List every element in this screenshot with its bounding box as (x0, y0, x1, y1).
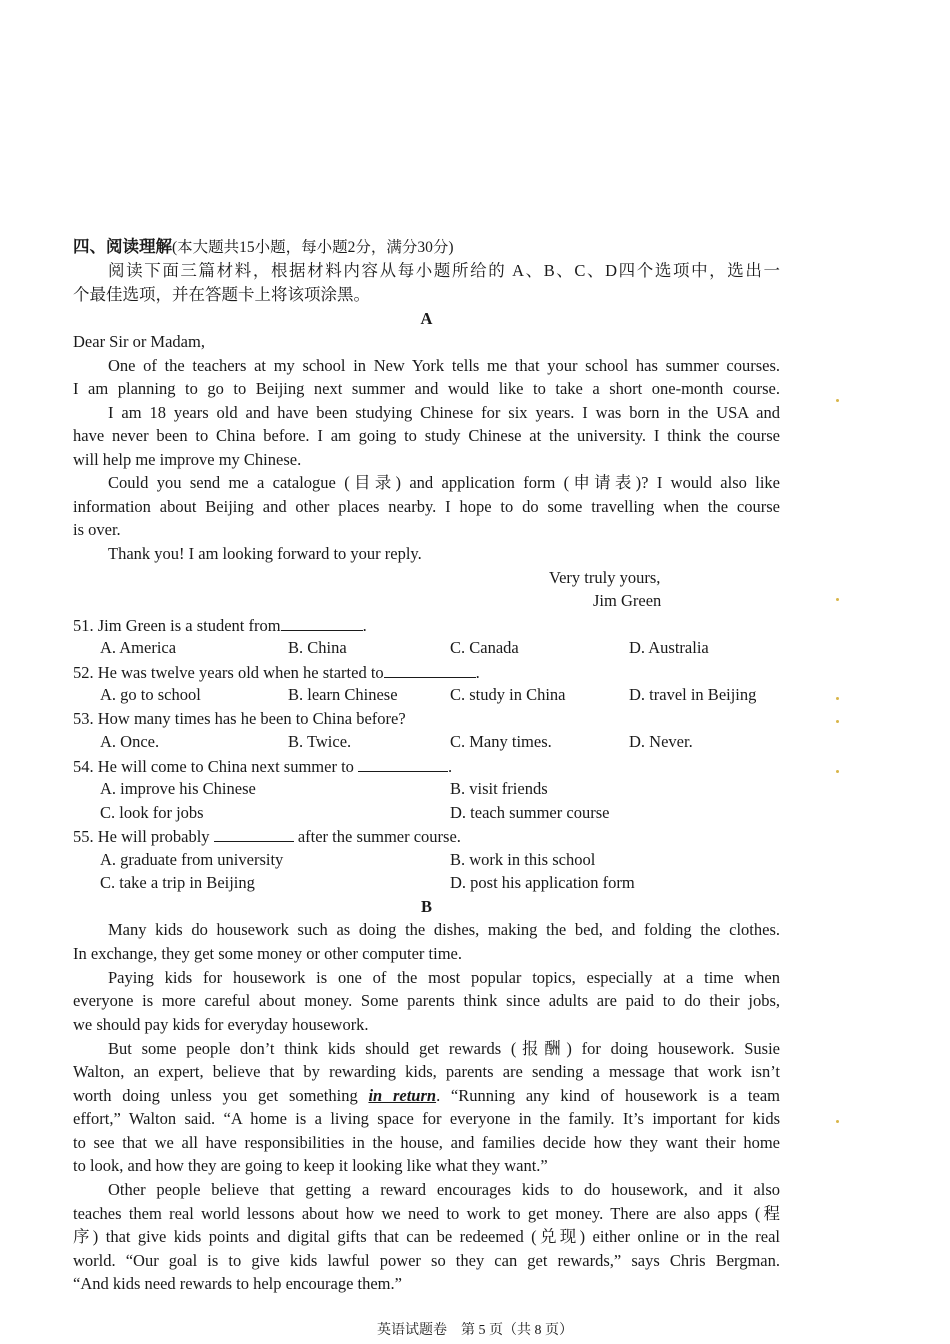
passage-b-line: But some people don’t think kids should get rewards (报酬) for doing housework. Susie (108, 1039, 780, 1058)
answer-blank (358, 756, 448, 772)
passage-b-line: we should pay kids for everyday housework. (73, 1015, 369, 1034)
passage-b-line: Paying kids for housework is one of the most popular topics, especially at a time when (108, 968, 780, 987)
margin-speck (836, 770, 839, 773)
option: D. post his application form (450, 873, 635, 892)
passage-a-line: Thank you! I am looking forward to your reply. (108, 544, 422, 563)
passage-b-line: 序) that give kids points and digital gifts that can be redeemed (兑现) either online or in the real (73, 1227, 780, 1246)
option: B. work in this school (450, 850, 596, 869)
passage-a-label: A (420, 309, 433, 328)
question-text: . (448, 757, 453, 776)
option: A. America (100, 638, 177, 657)
passage-b-line: In exchange, they get some money or other computer time. (73, 944, 462, 963)
question-stem (73, 709, 406, 729)
margin-speck (836, 598, 839, 601)
passage-b-line: to see that we all have responsibilities in the house, and families decide how they want their home (73, 1133, 780, 1152)
option: C. Canada (450, 638, 519, 657)
passage-a-line: will help me improve my Chinese. (73, 450, 302, 469)
passage-b-text: worth doing unless you get something (73, 1086, 358, 1105)
section-title: 四、阅读理解 (73, 237, 172, 256)
option: C. take a trip in Beijing (100, 873, 255, 892)
section-note: (本大题共15小题，每小题2分，满分30分) (172, 239, 454, 256)
option: B. learn Chinese (288, 685, 398, 704)
passage-a-line: Could you send me a catalogue (目录) and application form (申请表)? I would also like (108, 473, 780, 492)
passage-b-line: effort,” Walton said. “A home is a living space for everyone in the family. It’s important for kids (73, 1109, 780, 1128)
option: C. Many times. (450, 732, 552, 751)
question-text: 55. He will probably (73, 827, 210, 846)
margin-speck (836, 1120, 839, 1123)
passage-b-line: teaches them real world lessons about how we need to work to get money. There are also apps (程 (73, 1204, 780, 1223)
margin-speck (836, 399, 839, 402)
letter-greeting: Dear Sir or Madam, (73, 332, 205, 351)
answer-blank (214, 826, 294, 842)
passage-a-line: have never been to China before. I am going to study Chinese at the university. I think the course (73, 426, 780, 445)
letter-closing: Very truly yours, (549, 568, 661, 587)
margin-speck (836, 697, 839, 700)
option: A. Once. (100, 732, 160, 751)
option: B. visit friends (450, 779, 548, 798)
question-stem (73, 826, 461, 847)
option: C. study in China (450, 685, 566, 704)
option: D. Never. (629, 732, 693, 751)
passage-b-line-with-phrase (73, 1086, 780, 1106)
passage-a-line: is over. (73, 520, 121, 539)
option: C. look for jobs (100, 803, 204, 822)
passage-b-text: . “Running any kind of housework is a team (436, 1086, 780, 1105)
passage-b-line: to look, and how they are going to keep it looking like what they want.” (73, 1156, 548, 1175)
question-text: . (475, 663, 480, 682)
letter-signature: Jim Green (593, 591, 662, 610)
question-stem (73, 615, 367, 636)
instruction-line-2: 个最佳选项，并在答题卡上将该项涂黑。 (73, 285, 370, 304)
passage-b-line: everyone is more careful about money. Some parents think since adults are paid to do their jobs, (73, 991, 780, 1010)
passage-b-label: B (420, 897, 432, 916)
question-stem (73, 756, 452, 777)
question-stem (73, 662, 480, 683)
passage-b-line: “And kids need rewards to help encourage them.” (73, 1274, 402, 1293)
passage-a-line: information about Beijing and other places nearby. I hope to do some travelling when the course (73, 497, 780, 516)
question-text: after the summer course. (297, 827, 461, 846)
underlined-phrase: in return (368, 1086, 437, 1105)
option: D. Australia (629, 638, 709, 657)
passage-b-line: Other people believe that getting a reward encourages kids to do housework, and it also (108, 1180, 780, 1199)
instruction-line-1: 阅读下面三篇材料，根据材料内容从每小题所给的 A、B、C、D四个选项中，选出一 (108, 261, 780, 280)
question-text: 52. He was twelve years old when he started to (73, 663, 384, 682)
option: B. Twice. (288, 732, 352, 751)
option: A. improve his Chinese (100, 779, 256, 798)
option: A. graduate from university (100, 850, 284, 869)
question-text: 54. He will come to China next summer to (73, 757, 354, 776)
answer-blank (281, 615, 363, 631)
question-text: . (362, 616, 367, 635)
option: A. go to school (100, 685, 201, 704)
question-text: 53. How many times has he been to China before? (73, 709, 406, 728)
option: D. teach summer course (450, 803, 610, 822)
answer-blank (384, 662, 476, 678)
option: B. China (288, 638, 347, 657)
page-footer: 英语试题卷 第 5 页（共 8 页） (377, 1323, 573, 1338)
option: D. travel in Beijing (629, 685, 757, 704)
passage-b-line: Many kids do housework such as doing the dishes, making the bed, and folding the clothes. (108, 920, 780, 939)
passage-b-line: Walton, an expert, believe that by rewarding kids, parents are sending a message that work isn’t (73, 1062, 780, 1081)
question-text: 51. Jim Green is a student from (73, 616, 281, 635)
passage-a-line: I am planning to go to Beijing next summer and would like to take a short one-month course. (73, 379, 780, 398)
section-heading (73, 237, 780, 258)
passage-a-line: I am 18 years old and have been studying Chinese for six years. I was born in the USA and (108, 403, 780, 422)
passage-a-line: One of the teachers at my school in New York tells me that your school has summer courses. (108, 356, 780, 375)
passage-b-line: world. “Our goal is to give kids lawful power so they can get rewards,” says Chris Bergman. (73, 1251, 780, 1270)
margin-speck (836, 720, 839, 723)
